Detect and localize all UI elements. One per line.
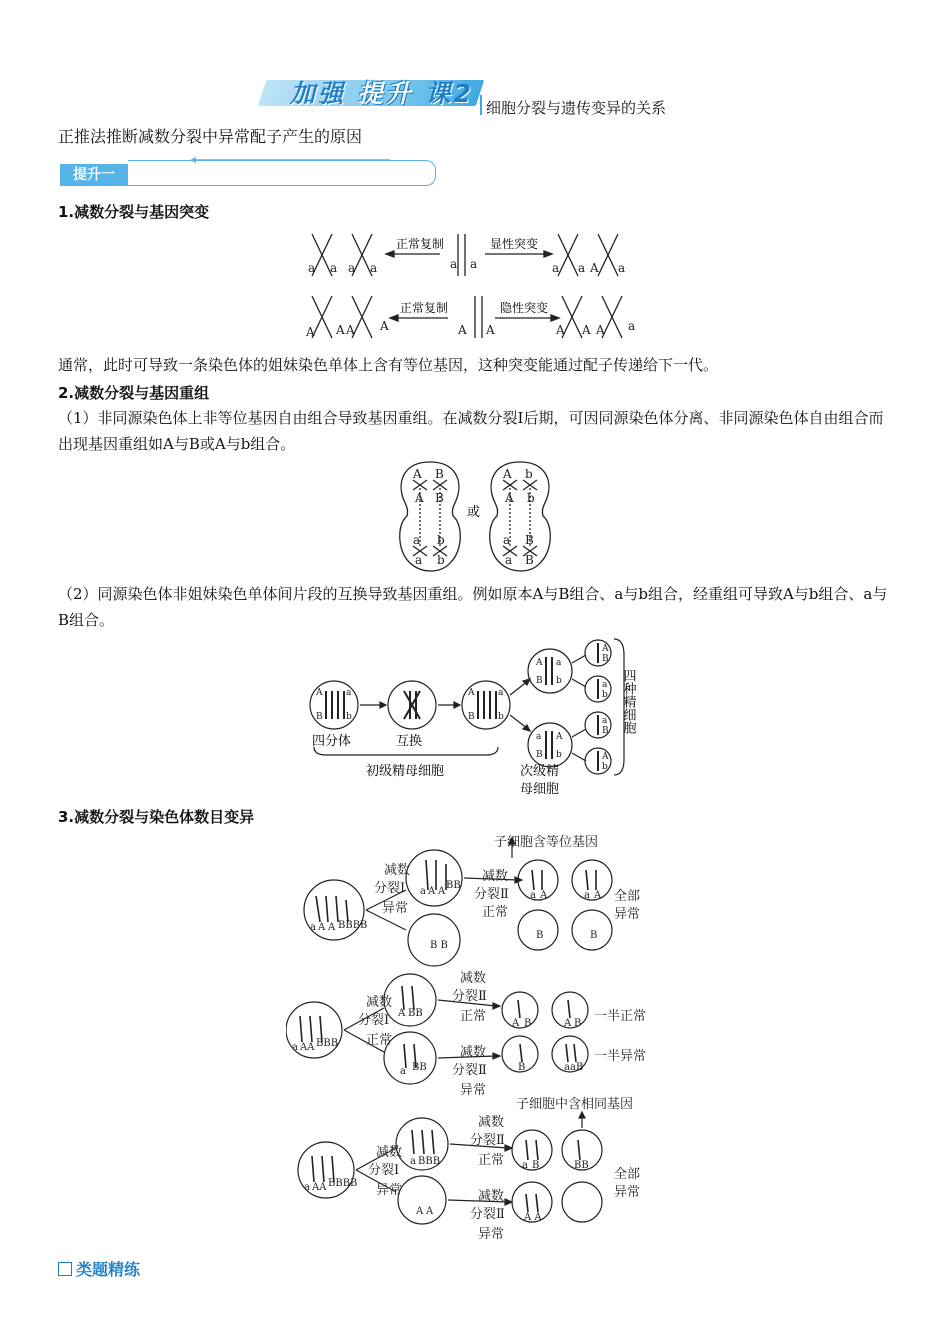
svg-text:A: A — [564, 1018, 572, 1029]
r3-note-same: 子细胞中含相同基因 — [516, 1097, 634, 1112]
label-recessive-mutation: 隐性突变 — [500, 301, 549, 315]
svg-text:b: b — [437, 533, 445, 547]
svg-text:a: a — [505, 553, 513, 567]
svg-text:A: A — [316, 688, 323, 698]
r3-label-normal-2a: 正常 — [478, 1153, 505, 1168]
svg-text:a: a — [536, 732, 542, 742]
svg-text:A: A — [556, 323, 565, 337]
svg-text:B: B — [602, 654, 609, 664]
r2-label-fission-1: 分裂Ⅰ — [358, 1013, 390, 1028]
svg-text:A: A — [438, 886, 446, 897]
svg-text:BB: BB — [412, 1062, 427, 1073]
svg-text:b: b — [602, 762, 608, 772]
svg-text:a: a — [292, 1042, 298, 1053]
svg-text:B: B — [590, 930, 598, 941]
svg-text:a: a — [330, 261, 338, 275]
svg-text:a: a — [584, 890, 590, 901]
r3-all-1: 全部 — [614, 1167, 641, 1182]
svg-text:a: a — [304, 1182, 310, 1193]
svg-text:A: A — [582, 323, 591, 337]
svg-text:b: b — [602, 690, 608, 700]
svg-text:B: B — [536, 676, 543, 686]
svg-text:A: A — [428, 886, 436, 897]
svg-text:aa: aa — [564, 1062, 576, 1073]
label-secondary-spermatocyte-1: 次级精 — [520, 764, 560, 779]
r3-label-abnormal: 异常 — [376, 1183, 403, 1198]
label-normal-replication-top: 正常复制 — [396, 237, 445, 251]
svg-text:A: A — [458, 323, 467, 337]
svg-text:B: B — [536, 930, 544, 941]
svg-text:B: B — [525, 533, 534, 547]
svg-text:a: a — [415, 553, 423, 567]
header-subtitle: 细胞分裂与遗传变异的关系 — [486, 99, 667, 117]
r1-label-abnormal: 异常 — [382, 901, 409, 916]
r3-label-abnormal-2b: 异常 — [478, 1227, 505, 1242]
svg-text:A: A — [306, 325, 315, 339]
checkbox-icon — [58, 1262, 72, 1276]
svg-text:a: a — [420, 886, 426, 897]
svg-text:a: a — [348, 261, 356, 275]
r2-label-meiosis-2b: 减数 — [460, 1045, 487, 1060]
svg-text:A: A — [602, 752, 609, 762]
svg-text:A: A — [512, 1018, 520, 1029]
svg-text:a: a — [410, 1156, 416, 1167]
section-2-title: 2.减数分裂与基因重组 — [58, 384, 210, 402]
svg-text:BBBB: BBBB — [328, 1178, 358, 1189]
r1-label-normal: 正常 — [482, 905, 509, 920]
label-normal-replication-bottom: 正常复制 — [400, 301, 449, 315]
svg-text:A: A — [556, 732, 563, 742]
r2-half-normal: 一半正常 — [594, 1009, 647, 1024]
svg-text:B: B — [468, 712, 475, 722]
label-dominant-mutation: 显性突变 — [490, 237, 539, 251]
r3-label-fission-2a: 分裂Ⅱ — [470, 1133, 505, 1148]
svg-text:A: A — [486, 323, 495, 337]
section-badge-frame — [128, 160, 436, 186]
section-1-title: 1.减数分裂与基因突变 — [58, 203, 210, 221]
svg-text:A: A — [380, 319, 389, 333]
svg-text:a: a — [308, 261, 316, 275]
label-primary-spermatocyte: 初级精母细胞 — [366, 764, 445, 779]
label-or: 或 — [467, 505, 481, 520]
header-banner-title: 加强 提升 课2 — [290, 79, 474, 108]
svg-text:b: b — [556, 750, 562, 760]
label-exchange: 互换 — [396, 734, 423, 749]
svg-text:A: A — [398, 1008, 406, 1019]
svg-text:A: A — [426, 1206, 434, 1217]
svg-text:A A: A A — [524, 1212, 542, 1223]
r2-label-meiosis-2a: 减数 — [460, 971, 487, 986]
svg-text:A: A — [415, 491, 424, 505]
crossing-over-figure — [306, 635, 646, 800]
svg-text:B: B — [524, 1018, 532, 1029]
section-1-text: 通常，此时可导致一条染色体的姐妹染色单体上含有等位基因，这种突变能通过配子传递给下一代。 — [58, 356, 719, 374]
r1-label-meiosis-2: 减数 — [482, 869, 509, 884]
svg-text:B: B — [518, 1062, 526, 1073]
svg-text:AA: AA — [300, 1042, 315, 1053]
gene-mutation-figure — [300, 226, 650, 346]
svg-text:BBB: BBB — [316, 1038, 339, 1049]
svg-text:AA: AA — [312, 1182, 327, 1193]
svg-text:a: a — [498, 688, 504, 698]
svg-text:b: b — [525, 467, 533, 481]
r1-note-alleles: 子细胞含等位基因 — [494, 835, 599, 850]
svg-text:a: a — [556, 658, 562, 668]
svg-text:B: B — [602, 726, 609, 736]
svg-text:A: A — [536, 658, 543, 668]
svg-text:a: a — [602, 680, 608, 690]
r3-label-meiosis: 减数 — [376, 1145, 403, 1160]
svg-text:a: a — [346, 688, 352, 698]
svg-text:B: B — [525, 553, 534, 567]
svg-text:A: A — [328, 922, 336, 933]
label-four-sperm-cells: 四种精细胞 — [620, 669, 636, 734]
svg-text:b: b — [556, 676, 562, 686]
svg-text:B: B — [435, 467, 444, 481]
r2-half-abnormal: 一半异常 — [594, 1049, 647, 1064]
svg-text:a: a — [400, 1066, 406, 1077]
r2-label-normal-2a: 正常 — [460, 1009, 487, 1024]
r2-label-normal: 正常 — [366, 1033, 393, 1048]
svg-text:a: a — [470, 257, 478, 271]
r3-all-2: 异常 — [614, 1185, 641, 1200]
svg-text:B: B — [532, 1160, 540, 1171]
r1-label-meiosis: 减数 — [384, 863, 411, 878]
r3-label-fission-1: 分裂Ⅰ — [368, 1163, 400, 1178]
section-2-paragraph-2: （2）同源染色体非姐妹染色单体间片段的互换导致基因重组。例如原本A与B组合、a与b组合，经重组可导致A与b组合、a与B组合。 — [58, 585, 888, 629]
r3-label-meiosis-2a: 减数 — [478, 1115, 505, 1130]
label-secondary-spermatocyte-2: 母细胞 — [520, 782, 560, 797]
svg-text:b: b — [437, 553, 445, 567]
svg-text:A: A — [346, 323, 355, 337]
svg-text:B: B — [435, 491, 444, 505]
practice-heading-label: 类题精练 — [76, 1260, 141, 1279]
svg-text:a: a — [310, 922, 316, 933]
svg-text:A: A — [602, 644, 609, 654]
r3-label-fission-2b: 分裂Ⅱ — [470, 1207, 505, 1222]
svg-text:A: A — [413, 467, 422, 481]
svg-text:BBBB: BBBB — [338, 920, 368, 931]
free-combination-figure — [395, 458, 555, 578]
svg-text:BBB: BBB — [418, 1156, 441, 1167]
svg-text:A: A — [318, 922, 326, 933]
svg-text:a: a — [370, 261, 378, 275]
r2-label-meiosis: 减数 — [366, 995, 393, 1010]
svg-text:b: b — [346, 712, 352, 722]
chromosome-number-figure — [286, 830, 666, 1255]
r1-all-2: 异常 — [614, 907, 641, 922]
r2-label-fission-2a: 分裂Ⅱ — [452, 989, 487, 1004]
svg-text:BB: BB — [446, 880, 461, 891]
svg-text:a: a — [413, 533, 421, 547]
svg-text:A: A — [590, 261, 599, 275]
svg-text:B: B — [316, 712, 323, 722]
svg-text:b: b — [527, 491, 535, 505]
svg-text:BB: BB — [408, 1008, 423, 1019]
svg-text:a: a — [552, 261, 560, 275]
svg-text:a: a — [522, 1160, 528, 1171]
svg-text:b: b — [498, 712, 504, 722]
svg-text:A: A — [540, 890, 548, 901]
r3-label-meiosis-2b: 减数 — [478, 1189, 505, 1204]
svg-text:A: A — [468, 688, 475, 698]
svg-text:a: a — [503, 533, 511, 547]
r2-label-abnormal-2b: 异常 — [460, 1083, 487, 1098]
subtitle-divider — [480, 95, 482, 115]
label-tetrad: 四分体 — [312, 734, 352, 749]
r1-all-1: 全部 — [614, 889, 641, 904]
svg-text:a: a — [450, 257, 458, 271]
r2-label-fission-2b: 分裂Ⅱ — [452, 1063, 487, 1078]
svg-text:B: B — [536, 750, 543, 760]
svg-text:A: A — [505, 491, 514, 505]
section-badge: 提升一 — [60, 164, 128, 186]
r1-label-fission-1: 分裂Ⅰ — [374, 881, 406, 896]
svg-text:a: a — [618, 261, 626, 275]
svg-text:a: a — [602, 716, 608, 726]
r1-label-fission-2: 分裂Ⅱ — [474, 887, 509, 902]
intro-line: 正推法推断减数分裂中异常配子产生的原因 — [58, 127, 363, 146]
section-2-paragraph-1: （1）非同源染色体上非等位基因自由组合导致基因重组。在减数分裂Ⅰ后期，可因同源染色体分离、非同源染色体自由组合而出现基因重组如A与B或A与b组合。 — [58, 409, 884, 453]
svg-text:B: B — [574, 1018, 582, 1029]
svg-text:A: A — [416, 1206, 424, 1217]
svg-text:B: B — [576, 1062, 584, 1073]
svg-text:a: a — [530, 890, 536, 901]
svg-text:A: A — [594, 890, 602, 901]
svg-text:A: A — [503, 467, 512, 481]
svg-text:BB: BB — [574, 1160, 589, 1171]
section-3-title: 3.减数分裂与染色体数目变异 — [58, 808, 255, 826]
svg-text:a: a — [578, 261, 586, 275]
svg-text:A: A — [336, 323, 345, 337]
svg-text:a: a — [628, 319, 636, 333]
svg-text:A: A — [596, 323, 605, 337]
svg-text:B B: B B — [430, 940, 448, 951]
practice-heading — [58, 1257, 140, 1280]
